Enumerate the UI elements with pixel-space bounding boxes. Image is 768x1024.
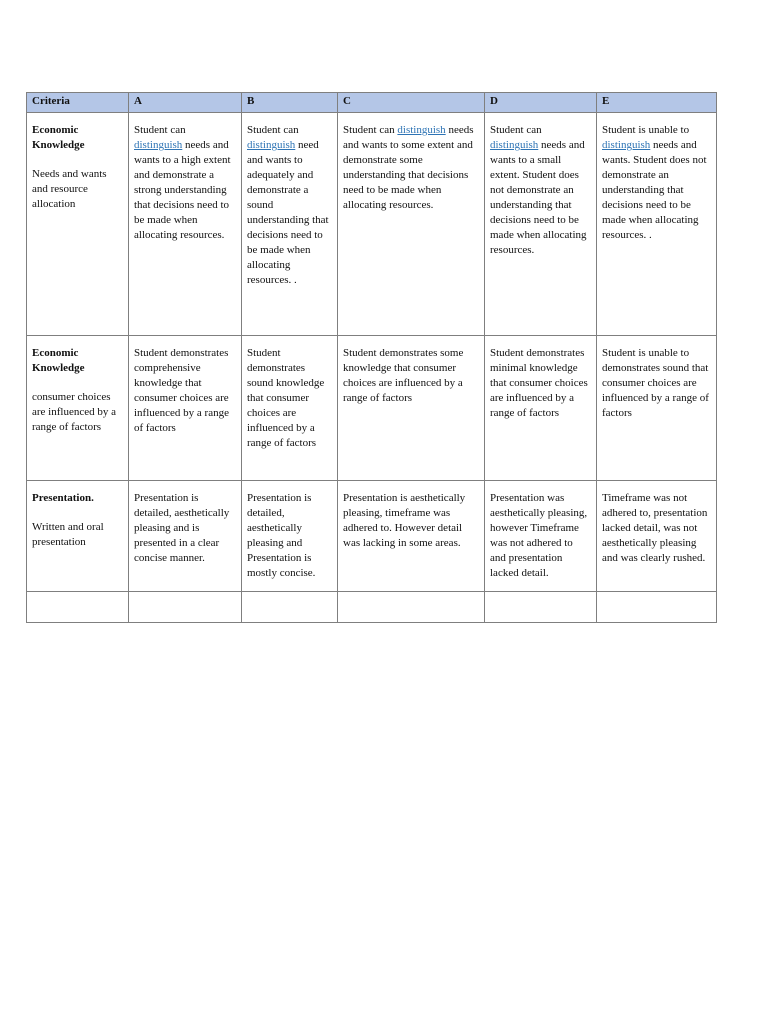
criteria-cell: [27, 481, 129, 592]
grade-cell-c: Presentation is aesthetically pleasing, timeframe was adhered to. However detail was lacking in some areas.: [338, 481, 485, 592]
header-grade-a: A: [129, 93, 242, 113]
empty-cell[interactable]: [485, 592, 597, 623]
grade-cell-c: [338, 113, 485, 336]
grade-cell-d: Student demonstrates minimal knowledge that consumer choices are influenced by a range of factors: [485, 336, 597, 481]
header-criteria: Criteria: [27, 93, 129, 113]
grade-cell-a: Student demonstrates comprehensive knowledge that consumer choices are influenced by a range of factors: [129, 336, 242, 481]
cell-text: Student can: [343, 124, 398, 136]
distinguish-link[interactable]: distinguish: [490, 139, 539, 151]
empty-cell[interactable]: [597, 592, 717, 623]
criteria-cell: [27, 336, 129, 481]
empty-cell[interactable]: [242, 592, 338, 623]
header-grade-b: B: [242, 93, 338, 113]
criteria-subtitle: Needs and wants and resource allocation: [32, 168, 107, 210]
table-row: [27, 113, 717, 336]
empty-cell[interactable]: [338, 592, 485, 623]
empty-table-row: [27, 592, 717, 623]
grade-cell-b: Presentation is detailed, aesthetically pleasing and Presentation is mostly concise.: [242, 481, 338, 592]
criteria-subtitle: Written and oral presentation: [32, 521, 104, 548]
empty-cell[interactable]: [129, 592, 242, 623]
header-grade-e: E: [597, 93, 717, 113]
grade-cell-c: Student demonstrates some knowledge that consumer choices are influenced by a range of factors: [338, 336, 485, 481]
criteria-title: Economic Knowledge: [32, 347, 85, 374]
grade-cell-e: [597, 113, 717, 336]
header-grade-c: C: [338, 93, 485, 113]
grade-cell-d: [485, 113, 597, 336]
distinguish-link[interactable]: distinguish: [602, 139, 651, 151]
distinguish-link[interactable]: distinguish: [247, 139, 296, 151]
criteria-subtitle: consumer choices are influenced by a range of factors: [32, 391, 116, 433]
cell-text: needs and wants to a high extent and demonstrate a strong understanding that decisions need to be made when allocating resources.: [134, 139, 231, 241]
cell-text: needs and wants. Student does not demonstrate an understanding that decisions need to be made when allocating resources. .: [602, 139, 707, 241]
grade-cell-a: Presentation is detailed, aesthetically pleasing and is presented in a clear concise manner.: [129, 481, 242, 592]
cell-text: Student can: [490, 124, 542, 136]
grade-cell-d: Presentation was aesthetically pleasing, however Timeframe was not adhered to and presentation lacked detail.: [485, 481, 597, 592]
grade-cell-e: Timeframe was not adhered to, presentation lacked detail, was not aesthetically pleasing and was clearly rushed.: [597, 481, 717, 592]
criteria-title: Presentation.: [32, 492, 94, 504]
cell-text: Student can: [247, 124, 299, 136]
criteria-cell: [27, 113, 129, 336]
cell-text: needs and wants to a small extent. Student does not demonstrate an understanding that decisions need to be made when allocating resources.: [490, 139, 587, 256]
cell-text: needs and wants to some extent and demonstrate some understanding that decisions need to be made when allocating resources.: [343, 124, 474, 211]
grade-cell-b: Student demonstrates sound knowledge that consumer choices are influenced by a range of factors: [242, 336, 338, 481]
cell-text: Student can: [134, 124, 186, 136]
grade-cell-a: [129, 113, 242, 336]
table-row: [27, 336, 717, 481]
cell-text: need and wants to adequately and demonstrate a sound understanding that decisions need to be made when allocating resources. .: [247, 139, 329, 286]
header-grade-d: D: [485, 93, 597, 113]
distinguish-link[interactable]: distinguish: [397, 124, 446, 136]
rubric-table: [26, 92, 717, 623]
empty-cell[interactable]: [27, 592, 129, 623]
header-row: [27, 93, 717, 113]
criteria-title: Economic Knowledge: [32, 124, 85, 151]
cell-text: Student is unable to: [602, 124, 690, 136]
table-row: [27, 481, 717, 592]
grade-cell-b: [242, 113, 338, 336]
grade-cell-e: Student is unable to demonstrates sound that consumer choices are influenced by a range of factors: [597, 336, 717, 481]
distinguish-link[interactable]: distinguish: [134, 139, 183, 151]
